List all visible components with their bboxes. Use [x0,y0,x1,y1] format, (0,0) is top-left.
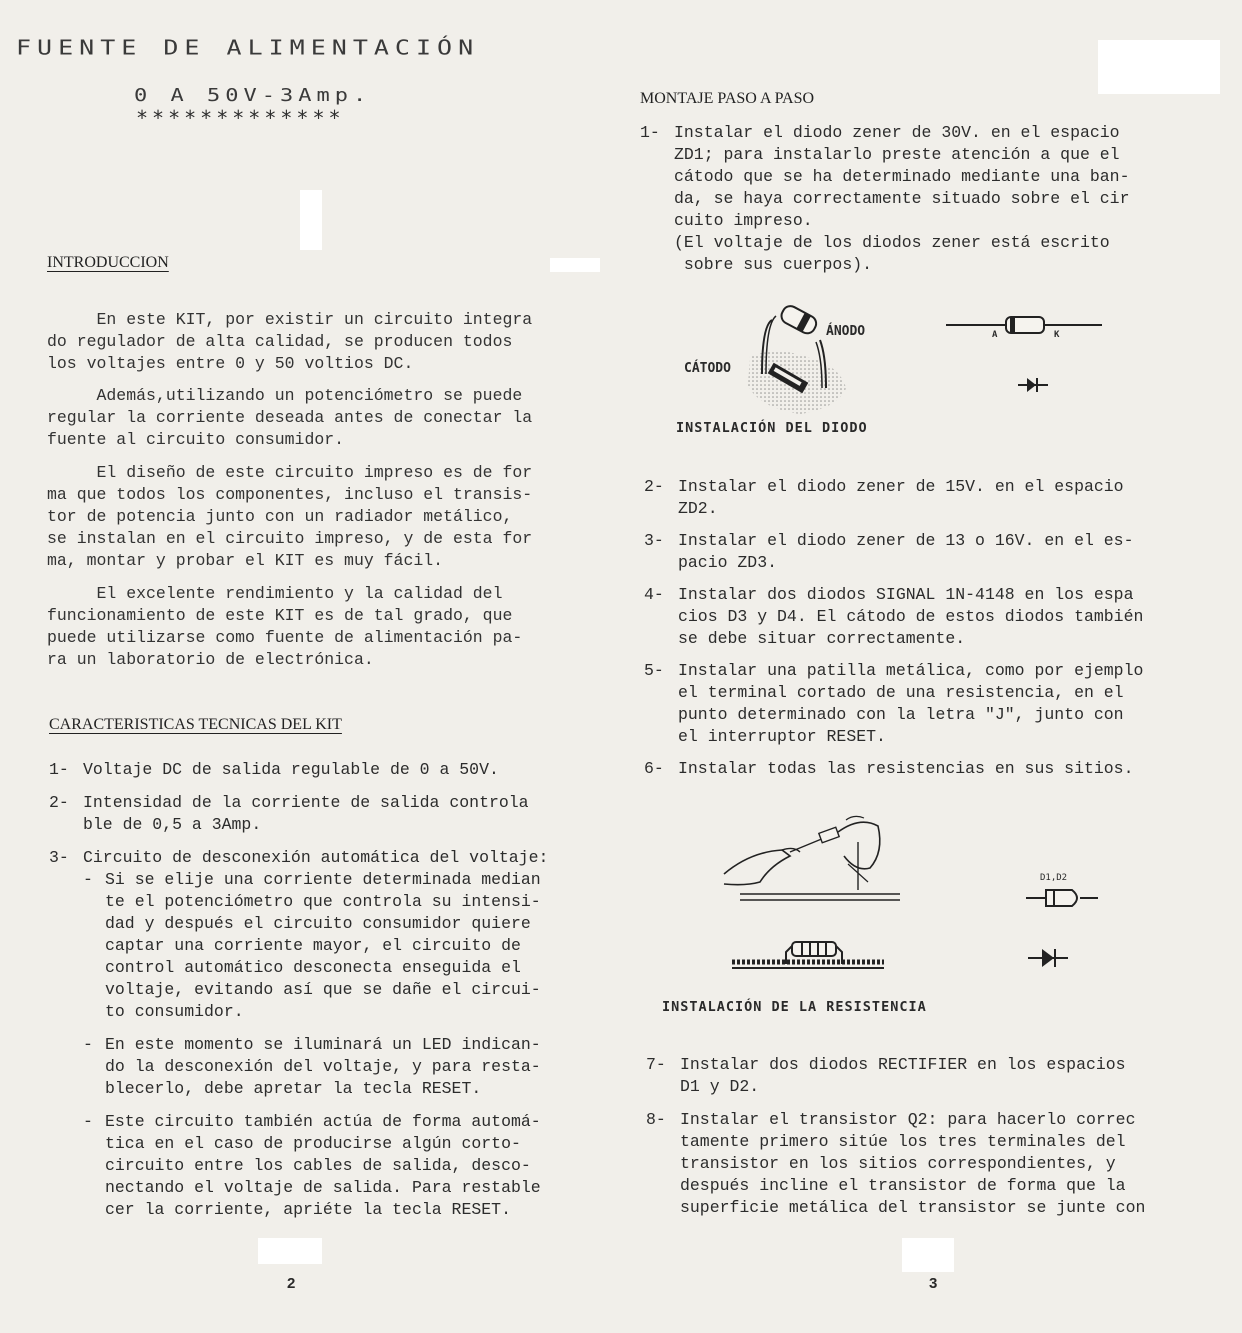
step-text: Instalar una patilla metálica, como por ejemplo el terminal cortado de una resistencia, en el punto determinado con la letra "J", junto con el interruptor RESET. [678,661,1144,746]
step-item [646,1054,1145,1098]
bullet-text: Si se elije una corriente determinada median te el potenciómetro que controla su intensi- dad y después el circuito consumidor quiere captar una corriente mayor, el circuito de control automático desconecta enseguida el voltaje, evitando así que se dañe el circui- to consumidor. [105,870,541,1021]
step-text: Instalar todas las resistencias en sus sitios. [678,759,1134,778]
intro-paragraph-3: El diseño de este circuito impreso es de for ma que todos los componentes, incluso el transis- tor de potencia junto con un radiador metálico, se instalan en el circuito impreso, y de esta for ma, montar y probar el KIT es muy fácil. [47,463,533,570]
step-number: 4- [644,585,664,604]
intro-paragraph-2: Además,utilizando un potenciómetro se puede regular la corriente deseada antes de conectar la fuente al circuito consumidor. [47,386,533,449]
spec-number: 3- [49,848,69,867]
step-item [644,530,1143,574]
step-item [646,1109,1145,1219]
bullet-text: Este circuito también actúa de forma automá- tica en el caso de producirse algún corto- circuito entre los cables de salida, desco- nectando el voltaje de salida. Para restable cer la corriente, apriéte la tecla RESET. [105,1112,541,1219]
step-text: Instalar el diodo zener de 13 o 16V. en el es- pacio ZD3. [678,531,1134,572]
intro-heading: INTRODUCCION [47,254,169,271]
intro-paragraph-4: El excelente rendimiento y la calidad del funcionamiento de este KIT es de tal grado, que puede utilizarse como fuente de alimentación pa- ra un laboratorio de electrónica. [47,584,523,669]
spec-item [49,847,548,869]
spec-text: Voltaje DC de salida regulable de 0 a 50V. [83,760,499,779]
bullet-text: En este momento se iluminará un LED indican- do la desconexión del voltaje, y para resta- blecerlo, debe apretar la tecla RESET. [105,1035,541,1098]
specs-list [49,759,548,1232]
page-number: 2 [287,1275,296,1292]
scan-white-patch [258,1238,322,1264]
scan-white-patch [300,190,322,250]
right-page [620,0,1242,1333]
page-number: 3 [929,1275,938,1292]
step-item [640,122,1129,276]
spec-number: 2- [49,793,69,812]
spec-text: Circuito de desconexión automática del voltaje: [83,848,549,867]
spec-bullet [83,1111,548,1221]
step-number: 1- [640,123,660,142]
step-text: Instalar el diodo zener de 15V. en el espacio ZD2. [678,477,1124,518]
intro-paragraph-1: En este KIT, por existir un circuito integra do regulador de alta calidad, se producen todos los voltajes entre 0 y 50 voltios DC. [47,310,533,373]
diode-installation-illustration [740,296,860,420]
assembly-steps-2-6 [644,476,1143,791]
assembly-heading: MONTAJE PASO A PASO [640,90,815,107]
bullet-dash: - [83,1035,93,1054]
spec-item [49,792,548,836]
scan-white-patch [1098,40,1220,94]
scan-white-patch [550,258,600,272]
diode-schematic-icon [1018,376,1048,394]
step-text: Instalar dos diodos SIGNAL 1N-4148 en los espa cios D3 y D4. El cátodo de estos diodos también se debe situar correctamente. [678,585,1144,648]
spec-bullet [83,1034,548,1100]
document-subtitle: 0 A 50V-3Amp. [134,86,372,106]
step-number: 5- [644,661,664,680]
anode-label: ÁNODO [826,324,866,339]
diode-pin-k-label: K [1054,330,1060,340]
spec-bullet [83,869,548,1023]
step-text: Instalar dos diodos RECTIFIER en los espacios D1 y D2. [680,1055,1126,1096]
step-text: Instalar el transistor Q2: para hacerlo correc tamente primero sitúe los tres terminales del transistor en los sitios correspondientes, y después incline el transistor de forma que la superficie metálica del transistor se junte con [680,1110,1146,1217]
spec-text: Intensidad de la corriente de salida controla ble de 0,5 a 3Amp. [83,793,529,834]
diode-pin-a-label: A [992,330,998,340]
step-item [644,758,1143,780]
spec-item [49,759,548,781]
step-number: 3- [644,531,664,550]
scan-white-patch [902,1238,954,1272]
assembly-step-1 [640,122,1129,287]
rectifier-diode-schematic-icon [1028,946,1068,970]
title-star-divider: ************* [136,106,345,130]
resistor-figure-caption: INSTALACIÓN DE LA RESISTENCIA [662,999,927,1015]
step-number: 8- [646,1110,666,1129]
cathode-label: CÁTODO [684,361,731,376]
step-item [644,476,1143,520]
bullet-dash: - [83,870,93,889]
diode-symbol-drawing [946,312,1102,342]
spec-number: 1- [49,760,69,779]
step-number: 7- [646,1055,666,1074]
rectifier-diode-drawing [1026,886,1098,910]
step-item [644,660,1143,748]
bullet-dash: - [83,1112,93,1131]
step-text: Instalar el diodo zener de 30V. en el espacio ZD1; para instalarlo preste atención a que el cátodo que se ha determinado mediante una ban- da, se haya correctamente situado sobre el cir cuito impreso. (El voltaje de los diodos zener está escrito sobre sus cuerpos). [674,123,1130,274]
specs-heading: CARACTERISTICAS TECNICAS DEL KIT [49,716,342,733]
resistor-bending-illustration [720,812,900,912]
step-number: 2- [644,477,664,496]
d1-d2-label: D1,D2 [1040,873,1068,883]
resistor-on-board-illustration [732,940,884,974]
diode-figure-caption: INSTALACIÓN DEL DIODO [676,420,868,436]
assembly-steps-7-8 [646,1054,1145,1230]
left-page [0,0,620,1333]
document-title: FUENTE DE ALIMENTACIÓN [16,36,480,60]
step-number: 6- [644,759,664,778]
step-item [644,584,1143,650]
